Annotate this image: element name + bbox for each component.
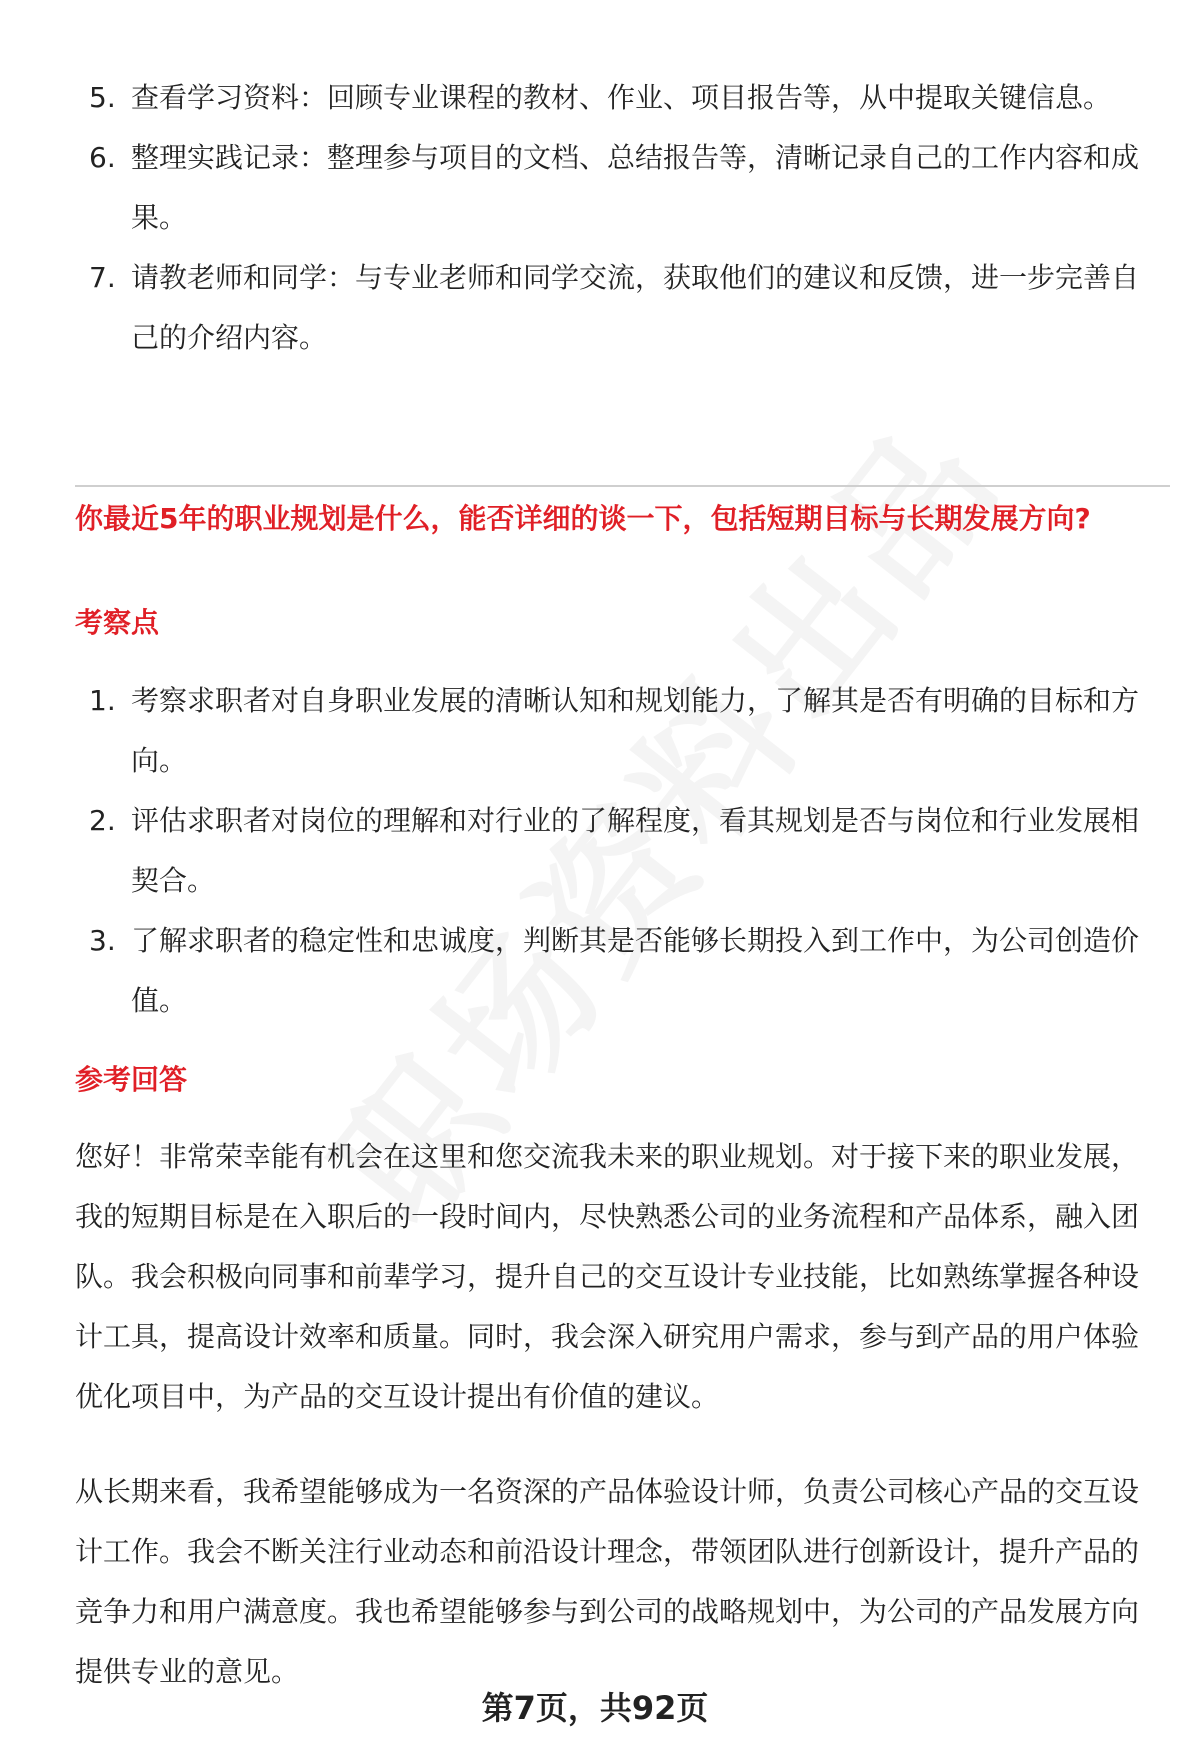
- list-item: [75, 68, 1155, 128]
- list-text: 查看学习资料：回顾专业课程的教材、作业、项目报告等，从中提取关键信息。: [131, 81, 1112, 114]
- answer-paragraph: 从长期来看，我希望能够成为一名资深的产品体验设计师，负责公司核心产品的交互设计工作。我会不断关注行业动态和前沿设计理念，带领团队进行创新设计，提升产品的竞争力和用户满意度。我也希望能够参与到公司的战略规划中，为公司的产品发展方向提供专业的意见。: [75, 1475, 1140, 1688]
- list-number: 6.: [89, 141, 116, 174]
- assessment-points-list: [75, 671, 1155, 1031]
- list-item: [75, 911, 1155, 1031]
- list-item: [75, 128, 1155, 248]
- section-divider: [75, 485, 1170, 487]
- list-text: 评估求职者对岗位的理解和对行业的了解程度，看其规划是否与岗位和行业发展相契合。: [131, 804, 1140, 897]
- preparation-steps-list: [75, 68, 1155, 368]
- list-item: [75, 248, 1155, 368]
- list-item: [75, 791, 1155, 911]
- list-number: 5.: [89, 81, 116, 114]
- list-text: 了解求职者的稳定性和忠诚度，判断其是否能够长期投入到工作中，为公司创造价值。: [131, 924, 1140, 1017]
- page-footer: 第7页，共92页: [481, 1689, 709, 1727]
- list-number: 2.: [89, 804, 116, 837]
- list-text: 考察求职者对自身职业发展的清晰认知和规划能力，了解其是否有明确的目标和方向。: [131, 684, 1140, 777]
- answer-label: 参考回答: [75, 1063, 188, 1096]
- list-text: 请教老师和同学：与专业老师和同学交流，获取他们的建议和反馈，进一步完善自己的介绍内容。: [131, 261, 1140, 354]
- answer-paragraph: 您好！非常荣幸能有机会在这里和您交流我未来的职业规划。对于接下来的职业发展，我的短期目标是在入职后的一段时间内，尽快熟悉公司的业务流程和产品体系，融入团队。我会积极向同事和前辈学习，提升自己的交互设计专业技能，比如熟练掌握各种设计工具，提高设计效率和质量。同时，我会深入研究用户需求，参与到产品的用户体验优化项目中，为产品的交互设计提出有价值的建议。: [75, 1140, 1140, 1413]
- question-heading: 你最近5年的职业规划是什么，能否详细的谈一下，包括短期目标与长期发展方向?: [75, 502, 1091, 535]
- points-label: 考察点: [75, 606, 160, 639]
- list-number: 3.: [89, 924, 116, 957]
- list-number: 7.: [89, 261, 116, 294]
- list-item: [75, 671, 1155, 791]
- list-number: 1.: [89, 684, 116, 717]
- list-text: 整理实践记录：整理参与项目的文档、总结报告等，清晰记录自己的工作内容和成果。: [131, 141, 1140, 234]
